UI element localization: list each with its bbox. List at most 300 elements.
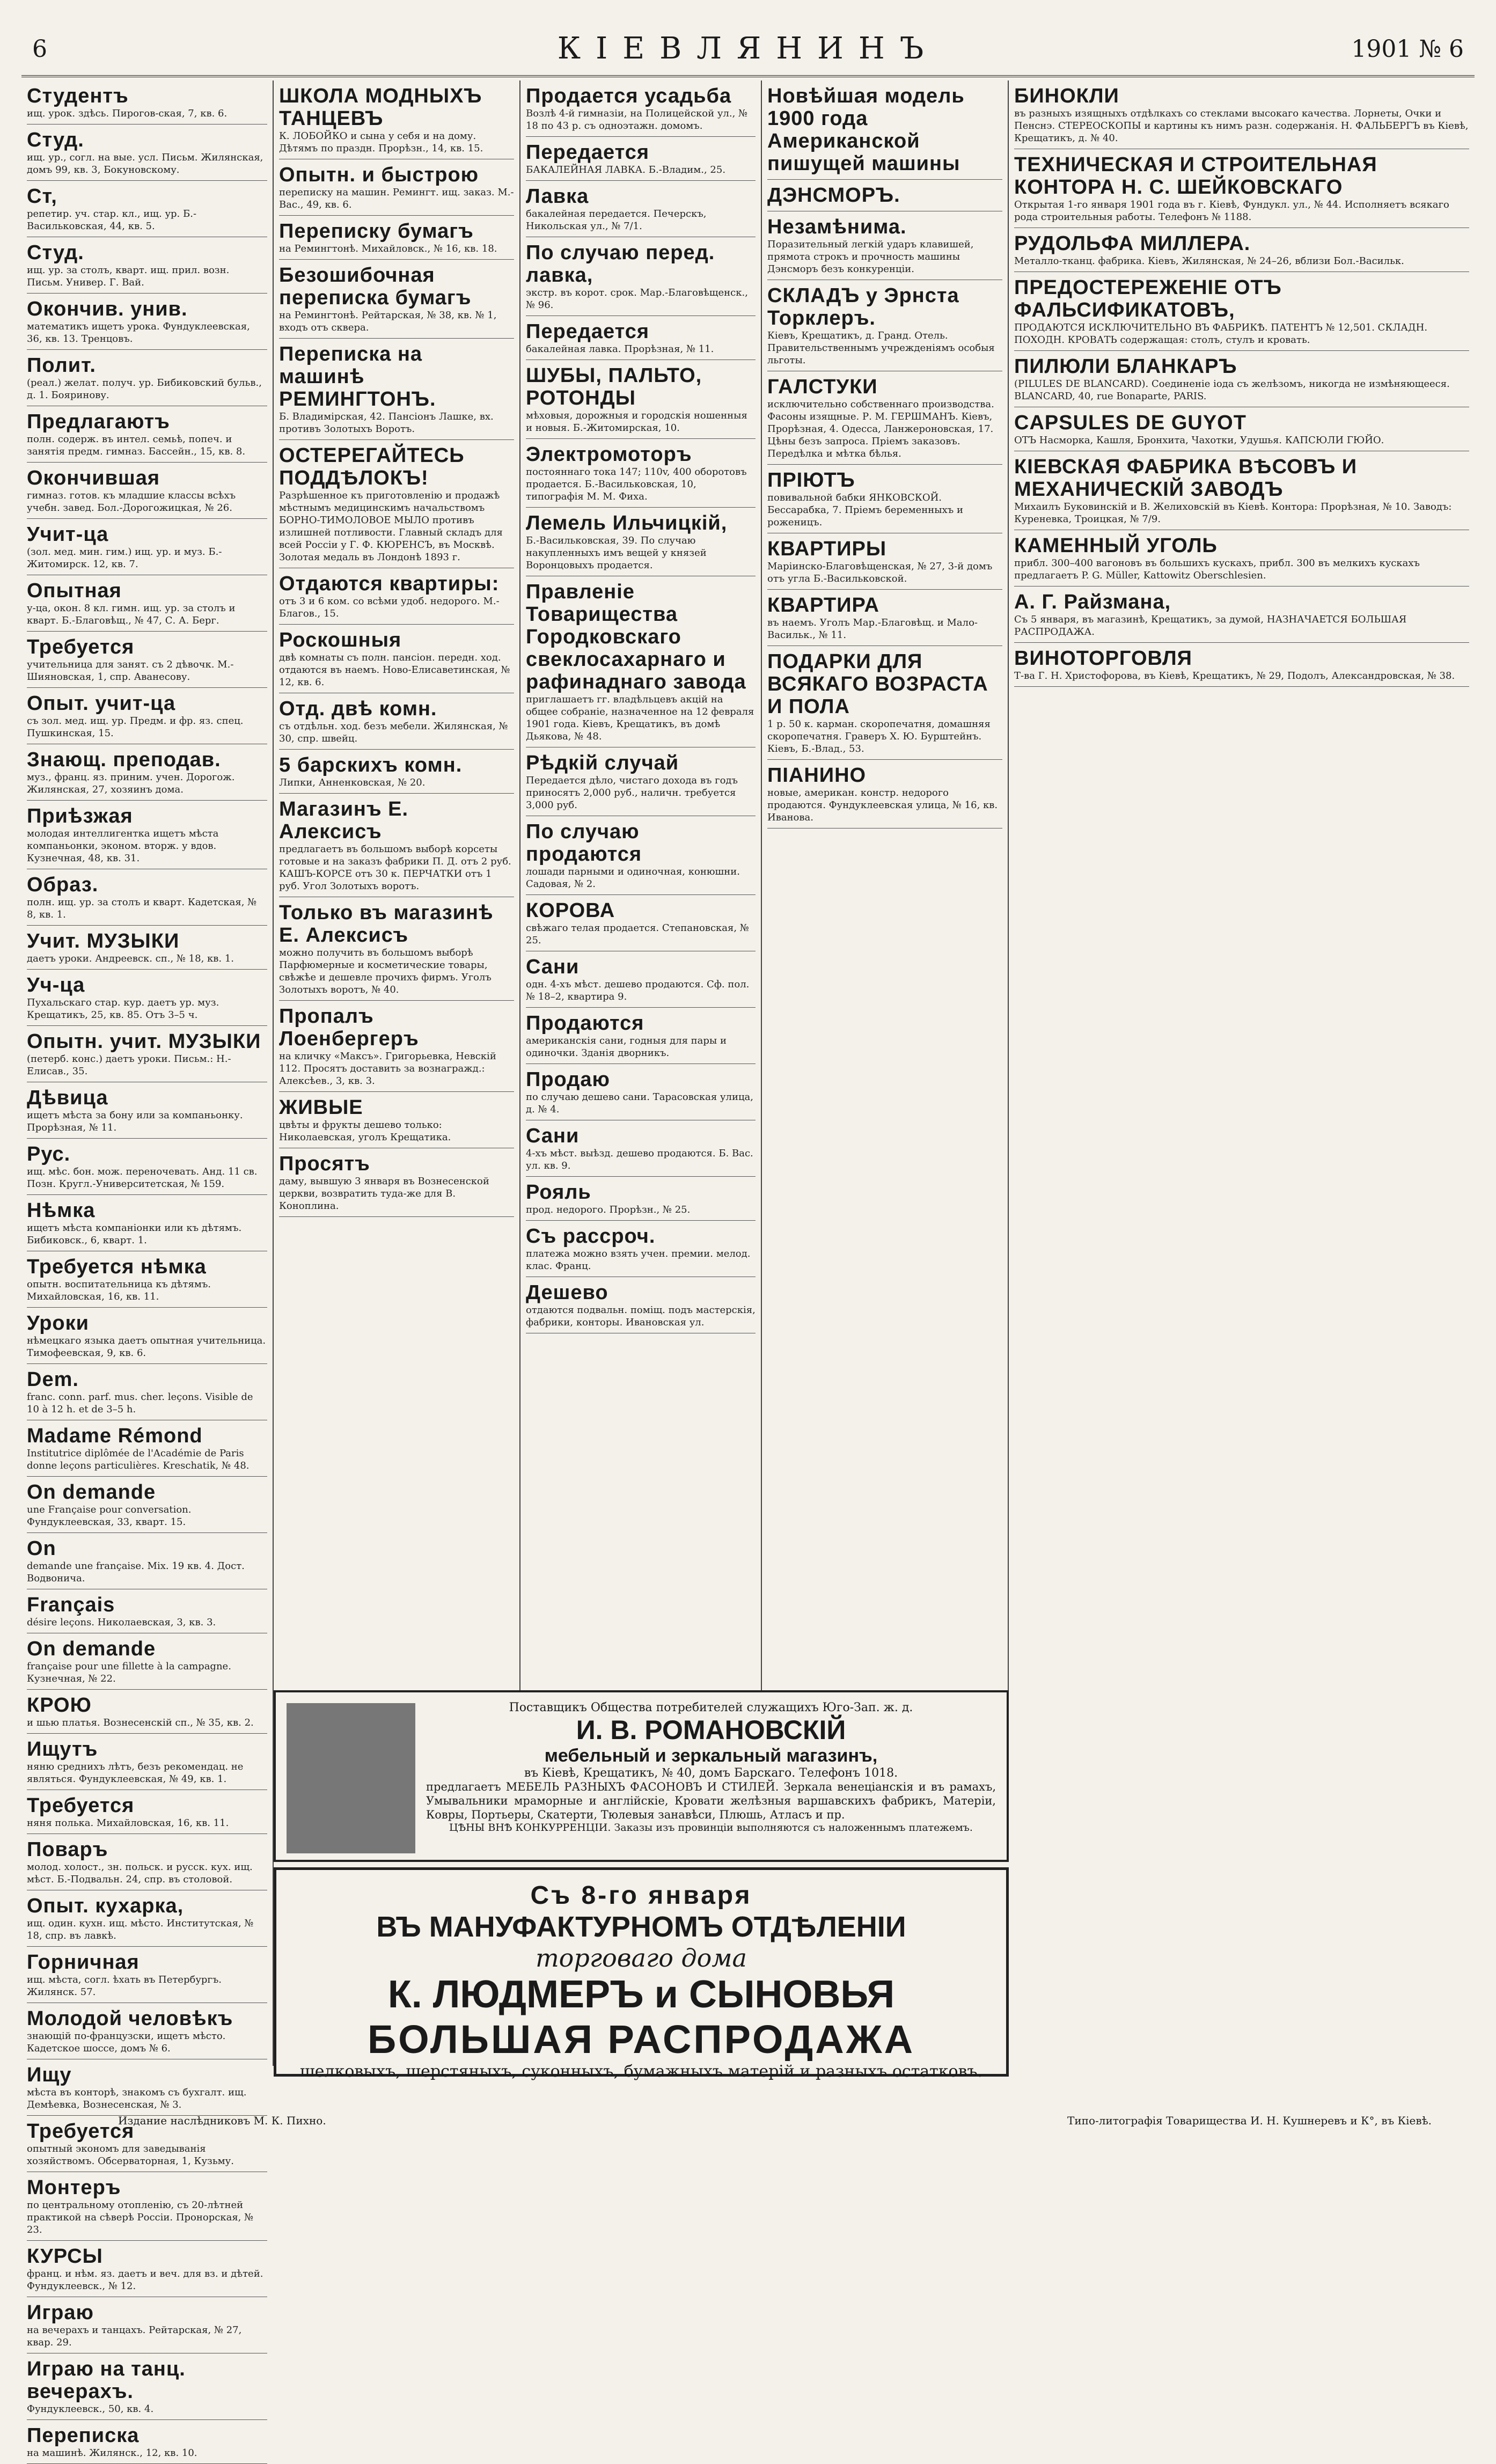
display-ad xyxy=(1014,643,1469,687)
ad-heading: ПРЕДОСТЕРЕЖЕНІЕ ОТЪ ФАЛЬСИФИКАТОВЪ, xyxy=(1014,276,1282,321)
classified-ad xyxy=(279,794,514,897)
ad-heading: Продаются xyxy=(526,1012,644,1035)
classified-ad xyxy=(27,181,267,237)
classified-ad xyxy=(526,508,756,576)
ad-body: опытный экономъ для заведыванія хозяйствомъ. Обсерваторная, 1, Кузьму. xyxy=(27,2143,234,2167)
classified-ad xyxy=(279,260,514,339)
ad-heading: Окончив. унив. xyxy=(27,298,188,320)
ad-heading: Роскошныя xyxy=(279,629,402,651)
classified-ad xyxy=(279,1092,514,1148)
classified-ad xyxy=(27,1890,267,1947)
classified-ad xyxy=(526,951,756,1008)
ad-body: Михаилъ Буковинскій и В. Желиховскій въ Кіевѣ. Контора: Прорѣзная, № 10. Заводъ: Куреневка, Троицкая, № 7/9. xyxy=(1014,501,1452,525)
classified-ad xyxy=(27,1533,267,1589)
classified-ad xyxy=(27,1690,267,1734)
classified-ad xyxy=(526,1277,756,1333)
ad-heading: Продается усадьба xyxy=(526,85,732,107)
ad-body: даму, вывшую 3 января въ Вознесенской церкви, возвратить туда-же для В. Коноплина. xyxy=(279,1176,489,1212)
ad-body: франц. и нѣм. яз. даетъ и веч. для вз. и дѣтей. Фундуклеевск., № 12. xyxy=(27,2268,263,2292)
ad-heading: Играю на танц. вечерахъ. xyxy=(27,2358,186,2403)
ad-supplier-line: Поставщикъ Общества потребителей служащихъ Юго-Зап. ж. д. xyxy=(509,1701,913,1714)
ad-body: няня полька. Михайловская, 16, кв. 11. xyxy=(27,1817,229,1829)
ad-body: ищетъ мѣста компаніонки или къ дѣтямъ. Бибиковск., 6, кварт. 1. xyxy=(27,1222,242,1246)
ad-heading: Полит. xyxy=(27,354,96,377)
ad-body: въ разныхъ изящныхъ отдѣлкахъ со стеклами высокаго качества. Лорнеты, Очки и Пенснэ. СТЕРЕОСКОПЫ и картины къ нимъ разн. содержанія. Н. ФАЛЬБЕРГЪ въ Кіевѣ, Крещатикъ, д. № 40. xyxy=(1014,108,1469,144)
classified-ad xyxy=(279,159,514,216)
classified-ad xyxy=(279,440,514,568)
classified-ad xyxy=(526,1064,756,1120)
ad-body: ищ. мѣста, согл. ѣхать въ Петербургъ. Жилянск. 57. xyxy=(27,1974,222,1998)
ad-body: приглашаетъ гг. владѣльцевъ акцій на общее собраніе, назначенное на 12 февраля 1901 года. Кіевъ, Крещатикъ, въ домѣ Дьякова, № 48. xyxy=(526,694,754,742)
classified-ad xyxy=(27,1790,267,1834)
ad-heading: Новѣйшая модель 1900 года Американской пишущей машины xyxy=(767,85,965,175)
display-ad xyxy=(1014,228,1469,272)
display-ad xyxy=(1014,407,1469,451)
classified-ad xyxy=(27,1477,267,1533)
classified-ad xyxy=(27,2297,267,2353)
ad-body: по случаю дешево сани. Тарасовская улица, д. № 4. xyxy=(526,1091,753,1115)
ad-body: можно получить въ большомъ выборѣ Парфюмерные и косметические товары, свѣжѣе и дешевле прочихъ фирмъ. Уголъ Золотыхъ воротъ, № 40. xyxy=(279,947,492,995)
ad-body: экстр. въ корот. срок. Мар.-Благовѣщенск., № 96. xyxy=(526,287,748,311)
printer-line: Типо-литографія Товарищества И. Н. Кушнеревъ и К°, въ Кіевѣ. xyxy=(1067,2114,1432,2127)
ad-heading: КВАРТИРЫ xyxy=(767,538,887,560)
ad-body: отдаются подвальн. поміщ. подъ мастерскія, фабрики, конторы. Ивановская ул. xyxy=(526,1304,756,1328)
classified-ad xyxy=(27,744,267,801)
ad-body: у-ца, окон. 8 кл. гимн. ищ. ур. за столъ и кварт. Б.-Благовѣщ., № 47, С. А. Берг. xyxy=(27,603,236,626)
ad-address: въ Кіевѣ, Крещатикъ, № 40, домъ Барскаго. Телефонъ 1018. xyxy=(524,1766,898,1780)
display-ad xyxy=(1014,80,1469,149)
classified-ad xyxy=(279,339,514,440)
classified-ad xyxy=(27,970,267,1026)
ad-body: franc. conn. parf. mus. cher. leçons. Visible de 10 à 12 h. et de 3–5 h. xyxy=(27,1391,253,1415)
display-ad xyxy=(1014,530,1469,586)
classified-ad xyxy=(27,1251,267,1308)
sale-company: К. ЛЮДМЕРЪ и СЫНОВЬЯ xyxy=(387,1973,895,2016)
ad-heading: Молодой человѣкъ xyxy=(27,2007,233,2030)
ad-heading: Уроки xyxy=(27,1312,89,1334)
ad-heading: По случаю перед. лавка, xyxy=(526,241,715,287)
ad-heading: ЖИВЫЕ xyxy=(279,1096,363,1119)
ad-heading: Опыт. кухарка, xyxy=(27,1895,184,1917)
ad-body: американскія сани, годныя для пары и одиночки. Зданія дворникъ. xyxy=(526,1035,727,1059)
classified-ad xyxy=(27,1947,267,2003)
classified-ad xyxy=(27,1633,267,1690)
ad-heading: РУДОЛЬФА МИЛЛЕРА. xyxy=(1014,232,1251,255)
ad-body: переписку на машин. Ремингт. ищ. заказ. М.-Вас., 49, кв. 6. xyxy=(279,187,514,210)
page-number: 6 xyxy=(32,35,47,63)
ad-heading: Требуется нѣмка xyxy=(27,1256,207,1278)
classified-ad xyxy=(27,688,267,744)
ad-heading: Нѣмка xyxy=(27,1199,96,1222)
ad-body: съ зол. мед. ищ. ур. Предм. и фр. яз. спец. Пушкинская, 15. xyxy=(27,715,244,739)
ad-heading: Передается xyxy=(526,320,650,343)
ad-heading: ОСТЕРЕГАЙТЕСЬ ПОДДѢЛОКЪ! xyxy=(279,444,465,489)
classified-ad xyxy=(27,350,267,406)
ad-heading: ГАЛСТУКИ xyxy=(767,376,878,398)
ad-body: Пухальскаго стар. кур. даетъ ур. муз. Крещатикъ, 25, кв. 85. Отъ 3–5 ч. xyxy=(27,997,219,1021)
classified-ad xyxy=(27,575,267,632)
ad-body: К. ЛОБОЙКО и сына у себя и на дому. Дѣтямъ по праздн. Прорѣзн., 14, кв. 15. xyxy=(279,130,483,154)
ad-heading: КОРОВА xyxy=(526,899,615,922)
ad-body: (PILULES DE BLANCARD). Соединеніе іода съ желѣзомъ, никогда не измѣняющееся. BLANCARD, 40, rue Bonaparte, PARIS. xyxy=(1014,378,1450,402)
ad-heading: Рояль xyxy=(526,1181,591,1204)
classified-ad xyxy=(526,895,756,951)
classified-ad xyxy=(27,926,267,970)
ad-body: и шью платья. Вознесенскій сп., № 35, кв. 2. xyxy=(27,1717,254,1728)
ad-heading: Dem. xyxy=(27,1368,79,1391)
ad-body: ищ. один. кухн. ищ. мѣсто. Институтская, № 18, спр. въ лавкѣ. xyxy=(27,1918,254,1941)
column-5 xyxy=(1009,80,1475,2109)
ad-body: ищетъ мѣста за бону или за компаньонку. Прорѣзная, № 11. xyxy=(27,1110,243,1133)
classified-ad xyxy=(279,216,514,260)
sale-department: ВЪ МАНУФАКТУРНОМЪ ОТДѢЛЕНІИ xyxy=(376,1911,906,1943)
display-ad xyxy=(767,211,1002,280)
ad-body: лошади парными и одиночная, конюшни. Садовая, № 2. xyxy=(526,866,740,890)
ad-body: 4-хъ мѣст. выѣзд. дешево продаются. Б. Вас. ул. кв. 9. xyxy=(526,1148,753,1171)
ad-heading: Требуется xyxy=(27,636,135,658)
ad-body: ищ. ур., согл. на вые. усл. Письм. Жилянская, домъ 99, кв. 3, Бокуновскому. xyxy=(27,152,263,175)
classified-ad xyxy=(279,897,514,1001)
ad-heading: Переписка xyxy=(27,2424,140,2447)
display-ad xyxy=(767,465,1002,533)
classified-ad xyxy=(27,1589,267,1633)
display-ad xyxy=(767,371,1002,465)
ad-heading: Только въ магазинѣ Е. Алексисъ xyxy=(279,901,494,947)
ad-footer-line: ЦѢНЫ ВНѢ КОНКУРРЕНЦІИ. Заказы изъ провинціи выполняются съ наложеннымъ платежемъ. xyxy=(449,1822,973,1834)
classified-ad xyxy=(27,1082,267,1139)
ad-heading: Сани xyxy=(526,956,580,978)
ad-heading: Дешево xyxy=(526,1281,608,1304)
ad-body: Открытая 1-го января 1901 года въ г. Кіевѣ, Фундукл. ул., № 44. Исполняетъ всякаго рода строительныя работы. Телефонъ № 1188. xyxy=(1014,199,1449,223)
ad-heading: СКЛАДЪ у Эрнста Торклеръ. xyxy=(767,284,959,329)
ad-heading: CAPSULES DE GUYOT xyxy=(1014,412,1246,434)
illustration-image xyxy=(287,1703,415,1853)
ad-heading: Продаю xyxy=(526,1068,610,1091)
column-4 xyxy=(762,80,1009,1690)
display-ad xyxy=(767,180,1002,211)
classified-ad xyxy=(27,1834,267,1890)
ad-body: знающій по-французски, ищетъ мѣсто. Кадетское шоссе, домъ № 6. xyxy=(27,2030,226,2054)
classified-ad xyxy=(27,1195,267,1251)
classified-ad xyxy=(279,750,514,794)
ad-heading: Образ. xyxy=(27,874,99,896)
ad-heading: Français xyxy=(27,1594,115,1616)
ad-body: гимназ. готов. къ младшие классы всѣхъ учебн. завед. Бол.-Дорогожицкая, № 26. xyxy=(27,490,236,514)
classified-ad xyxy=(27,2241,267,2297)
classified-ad xyxy=(526,1221,756,1277)
ad-heading: Переписка на машинѣ РЕМИНГТОНЪ. xyxy=(279,343,436,410)
classified-ad xyxy=(526,316,756,360)
classified-ad xyxy=(526,80,756,137)
newspaper-title: КІЕВЛЯНИНЪ xyxy=(557,31,939,66)
classified-ad xyxy=(27,237,267,294)
sale-house-label: торговаго дома xyxy=(536,1944,747,1972)
ad-body: молодая интеллигентка ищетъ мѣста компаньонки, эконом. вторж. у вдов. Кузнечная, 48, кв. 31. xyxy=(27,828,219,864)
ad-heading: ТЕХНИЧЕСКАЯ И СТРОИТЕЛЬНАЯ КОНТОРА Н. С. ШЕЙКОВСКАГО xyxy=(1014,153,1377,199)
sale-headline: БОЛЬШАЯ РАСПРОДАЖА xyxy=(367,2017,915,2062)
ad-body: бакалейная лавка. Прорѣзная, № 11. xyxy=(526,343,714,355)
display-ad xyxy=(767,646,1002,760)
ad-body: ищ. урок. здѣсь. Пирогов-ская, 7, кв. 6. xyxy=(27,108,228,119)
ad-heading: Ст, xyxy=(27,185,57,208)
classified-ad xyxy=(279,693,514,750)
ad-body: отъ 3 и 6 ком. со всѣми удоб. недорого. М.-Благов., 15. xyxy=(279,596,500,619)
ad-heading: Ищу xyxy=(27,2064,72,2086)
ad-body: учительница для занят. съ 2 дѣвочк. М.-Шияновская, 1, спр. Аванесову. xyxy=(27,659,234,683)
display-ad xyxy=(767,760,1002,828)
ad-heading: Электромоторъ xyxy=(526,443,692,466)
ad-body: мѣста въ конторѣ, знакомъ съ бухгалт. ищ. Демѣевка, Вознесенская, № 3. xyxy=(27,2087,247,2110)
ad-heading: КУРСЫ xyxy=(27,2245,103,2268)
ad-heading: 5 барскихъ комн. xyxy=(279,754,463,776)
ad-body: Маріинско-Благовѣщенская, № 27, 3-й домъ отъ угла Б.-Васильковской. xyxy=(767,561,993,584)
ad-heading: Приѣзжая xyxy=(27,805,133,827)
classified-ad xyxy=(526,816,756,895)
classified-ad xyxy=(27,2172,267,2241)
ad-heading: По случаю продаются xyxy=(526,820,642,866)
ad-body: молод. холост., зн. польск. и русск. кух. ищ. мѣст. Б.-Подвальн. 24, спр. въ столовой. xyxy=(27,1861,253,1885)
ad-heading: Сани xyxy=(526,1125,580,1147)
ad-heading: Уч-ца xyxy=(27,974,85,996)
classified-ad xyxy=(279,80,514,159)
ad-heading: Горничная xyxy=(27,1951,140,1974)
classified-ad xyxy=(526,237,756,316)
display-ad xyxy=(767,80,1002,180)
ad-heading: Madame Rémond xyxy=(27,1425,203,1447)
ad-heading: Окончившая xyxy=(27,467,160,489)
classified-ad xyxy=(526,439,756,508)
classified-ad xyxy=(526,1120,756,1177)
ad-body: постояннаго тока 147; 110v, 400 оборотовъ продается. Б.-Васильковская, 10, типографія М. М. Фиха. xyxy=(526,466,747,502)
ad-heading: ДЭНСМОРЪ. xyxy=(767,184,900,207)
ad-body: Поразительный легкій ударъ клавишей, прямота строкъ и прочность машины Дэнсморъ безъ конкуренціи. xyxy=(767,239,974,275)
sale-date: Съ 8-го января xyxy=(530,1881,752,1910)
ad-body: двѣ комнаты съ полн. пансіон. передн. ход. отдаются въ наемъ. Ново-Елисаветинская, № 12, кв. 6. xyxy=(279,652,510,688)
ad-heading: Отд. двѣ комн. xyxy=(279,698,437,720)
classified-ad xyxy=(27,869,267,926)
ad-heading: Играю xyxy=(27,2301,94,2324)
ad-body: Съ 5 января, въ магазинѣ, Крещатикъ, за думой, НАЗНАЧАЕТСЯ БОЛЬШАЯ РАСПРОДАЖА. xyxy=(1014,614,1407,637)
ad-heading: Поваръ xyxy=(27,1838,108,1861)
ad-body: даетъ уроки. Андреевск. сп., № 18, кв. 1. xyxy=(27,953,234,964)
ad-body: свѣжаго телая продается. Степановская, № 25. xyxy=(526,922,749,946)
ad-heading: Опытная xyxy=(27,580,122,602)
ad-heading: Лавка xyxy=(526,185,589,208)
ad-body: ищ. ур. за столъ, кварт. ищ. прил. возн. Письм. Универ. Г. Вай. xyxy=(27,265,230,288)
ad-heading: Дѣвица xyxy=(27,1087,108,1109)
classified-ad xyxy=(279,568,514,625)
classified-ad xyxy=(27,1026,267,1082)
ad-body: съ отдѣльн. ход. безъ мебели. Жилянская, № 30, спр. швейц. xyxy=(279,721,508,744)
classified-ad xyxy=(27,801,267,869)
ad-heading: On demande xyxy=(27,1481,156,1504)
ad-body: предлагаетъ въ большомъ выборѣ корсеты готовые и на заказъ фабрики П. Д. отъ 2 руб. КАШЪ-КОРСЕ отъ 30 к. ПЕРЧАТКИ отъ 1 руб. Угол Золотыхъ воротъ. xyxy=(279,844,511,892)
ad-subtitle: мебельный и зеркальный магазинъ, xyxy=(544,1746,878,1766)
publisher-line: Издание наслѣдниковъ М. К. Пихно. xyxy=(118,2114,326,2127)
ad-body: Institutrice diplômée de l'Académie de Paris donne leçons particulières. Kreschatik, № 48. xyxy=(27,1448,250,1471)
display-ad xyxy=(1014,149,1469,228)
ad-heading: КІЕВСКАЯ ФАБРИКА ВѢСОВЪ И МЕХАНИЧЕСКІЙ ЗАВОДЪ xyxy=(1014,456,1358,501)
ad-heading: ПИЛЮЛИ БЛАНКАРЪ xyxy=(1014,355,1237,378)
ad-company-name: И. В. РОМАНОВСКІЙ xyxy=(576,1715,846,1745)
ad-body: 1 р. 50 к. карман. скоропечатня, домашняя скоропечатня. Граверъ Х. Ю. Бурштейнъ. Кіевъ, Б.-Влад., 53. xyxy=(767,718,991,754)
ad-heading: А. Г. Райзмана, xyxy=(1014,591,1171,613)
ad-heading: Предлагаютъ xyxy=(27,410,170,433)
classified-ad xyxy=(526,1177,756,1221)
ad-heading: Рус. xyxy=(27,1143,71,1165)
ad-body: БАКАЛЕЙНАЯ ЛАВКА. Б.-Владим., 25. xyxy=(526,164,726,175)
ad-heading: Требуется xyxy=(27,2120,135,2143)
ad-body: ОТЪ Насморка, Кашля, Бронхита, Чахотки, Удушья. КАПСЮЛИ ГЮЙО. xyxy=(1014,435,1384,446)
ad-body: (зол. мед. мин. гим.) ищ. ур. и муз. Б.-Житомирск. 12, кв. 7. xyxy=(27,546,222,570)
ad-heading: Монтеръ xyxy=(27,2176,121,2199)
classified-ad xyxy=(27,1734,267,1790)
classified-ad xyxy=(27,632,267,688)
display-ad xyxy=(1014,272,1469,351)
classified-ad xyxy=(526,360,756,439)
ad-body: на вечерахъ и танцахъ. Рейтарская, № 27, квар. 29. xyxy=(27,2324,242,2348)
ad-heading: Опыт. учит-ца xyxy=(27,692,176,715)
classified-ad xyxy=(27,1139,267,1195)
ad-body: нѣмецкаго языка даетъ опытная учительница. Тимофеевская, 9, кв. 6. xyxy=(27,1335,266,1359)
classified-ad xyxy=(27,2059,267,2116)
ad-body: новые, американ. констр. недорого продаются. Фундуклеевская улица, № 16, кв. Иванова. xyxy=(767,787,998,823)
ad-heading: Отдаются квартиры: xyxy=(279,573,500,595)
ad-heading: БИНОКЛИ xyxy=(1014,85,1119,107)
ad-heading: Учит-ца xyxy=(27,523,109,546)
column-2 xyxy=(274,80,520,1690)
ad-heading: КВАРТИРА xyxy=(767,594,880,617)
ad-heading: Переписку бумагъ xyxy=(279,220,474,243)
ad-body: Передается дѣло, чистаго дохода въ годъ приносятъ 2,000 руб., наличн. требуется 3,000 руб. xyxy=(526,775,738,811)
ad-body: Б. Владимірская, 42. Пансіонъ Лашке, вх. противъ Золотыхъ Воротъ. xyxy=(279,411,494,435)
ad-body: Липки, Анненковская, № 20. xyxy=(279,777,426,788)
classified-ad xyxy=(279,625,514,693)
ad-body: мѣховыя, дорожныя и городскія ношенныя и новыя. Б.-Житомирская, 10. xyxy=(526,410,747,434)
ad-body: прод. недорого. Прорѣзн., № 25. xyxy=(526,1204,691,1215)
classified-ad xyxy=(27,294,267,350)
ad-body: ищ. мѣс. бон. мож. переночевать. Анд. 11 св. Позн. Кругл.-Университетская, № 159. xyxy=(27,1166,258,1190)
page-footer xyxy=(21,2114,1475,2130)
ad-body: Фундуклеевск., 50, кв. 4. xyxy=(27,2403,154,2415)
ad-heading: Съ рассроч. xyxy=(526,1225,656,1248)
ad-heading: Учит. МУЗЫКИ xyxy=(27,930,180,952)
ad-body: исключительно собственнаго производства. Фасоны изящные. Р. М. ГЕРШМАНЪ. Кіевъ, Прорѣзная, 4. Одесса, Ланжероновская, 17. Цѣны безъ запроса. Пріемъ заказовъ. Передѣлка и мѣтка бѣлья. xyxy=(767,399,994,459)
classified-ad xyxy=(27,2420,267,2464)
ad-heading: КАМЕННЫЙ УГОЛЬ xyxy=(1014,534,1218,557)
newspaper-page xyxy=(21,21,1475,2459)
ad-body: математикъ ищетъ урока. Фундуклеевская, 36, кв. 13. Тренцовъ. xyxy=(27,321,250,344)
ad-heading: Рѣдкій случай xyxy=(526,752,679,774)
ad-heading: Ищутъ xyxy=(27,1738,98,1761)
ad-heading: Незамѣнима. xyxy=(767,216,907,238)
ad-body: Кіевъ, Крещатикъ, д. Гранд. Отель. Правительственнымъ учрежденіямъ особыя льготы. xyxy=(767,330,995,366)
ad-heading: Безошибочная переписка бумагъ xyxy=(279,264,472,309)
ad-body: (петерб. конс.) даетъ уроки. Письм.: Н.-Елисав., 35. xyxy=(27,1053,231,1077)
classified-ad xyxy=(27,1308,267,1364)
ad-offers: предлагаетъ МЕБЕЛЬ РАЗНЫХЪ ФАСОНОВЪ И СТИЛЕЙ. Зеркала венеціанскія и въ рамахъ, Умывальники мраморные и англійскіе, Кровати желѣзныя варшавскихъ фабрикъ, Матеріи, Ковры, Портьеры, Скатерти, Тюлевыя занавѣси, Плюшь, Атласъ и пр. xyxy=(426,1780,996,1821)
ad-body: опытн. воспитательница къ дѣтямъ. Михайловская, 16, кв. 11. xyxy=(27,1279,211,1302)
ad-heading: On xyxy=(27,1537,56,1560)
classified-ad xyxy=(27,1364,267,1420)
ad-body: на Ремингтонѣ. Михайловск., № 16, кв. 18. xyxy=(279,243,497,254)
ad-body: на кличку «Максъ». Григорьевка, Невскій 112. Просятъ доставить за вознагражд.: Алексѣев., 3, кв. 3. xyxy=(279,1051,496,1087)
ad-body: française pour une fillette à la campagne. Кузнечная, № 22. xyxy=(27,1661,231,1684)
ad-body: (реал.) желат. получ. ур. Бибиковский бульв., д. 1. Бояринову. xyxy=(27,377,262,401)
classified-ad xyxy=(27,80,267,124)
column-3 xyxy=(520,80,762,1690)
classified-ad xyxy=(526,576,756,747)
ad-body: Т-ва Г. Н. Христофорова, въ Кіевѣ, Крещатикъ, № 29, Подолъ, Александровская, № 38. xyxy=(1014,670,1455,681)
ad-body: Металло-тканц. фабрика. Кіевъ, Жилянская, № 24–26, вблизи Бол.-Васильк. xyxy=(1014,255,1404,267)
romanovsky-furniture-ad xyxy=(274,1690,1009,1862)
ad-body: une Française pour conversation. Фундуклеевская, 33, кварт. 15. xyxy=(27,1504,192,1528)
ad-body: на машинѣ. Жилянск., 12, кв. 10. xyxy=(27,2447,197,2459)
ad-body: полн. содерж. въ интел. семьѣ, попеч. и занятія предм. гимназ. Бассейн., 15, кв. 8. xyxy=(27,434,246,457)
ad-heading: Пропалъ Лоенбергеръ xyxy=(279,1005,419,1050)
ad-heading: Студ. xyxy=(27,129,84,151)
ad-heading: Знающ. преподав. xyxy=(27,749,221,771)
classified-ad xyxy=(526,137,756,181)
ad-body: Разрѣшенное къ приготовленію и продажѣ мѣстнымъ медицинскимъ начальствомъ БОРНО-ТИМОЛОВОЕ МЫЛО противъ излишней потливости. Главный складъ для всей Россіи у Г. Ф. КЮРЕНСЪ, въ Москвѣ. Золотая медаль въ Лондонѣ 1893 г. xyxy=(279,490,503,563)
display-ad xyxy=(767,533,1002,590)
ad-heading: Лемель Ильчицкій, xyxy=(526,512,728,534)
ad-body: Возлѣ 4-й гимназіи, на Полицейской ул., № 18 по 43 р. съ одноэтажн. домомъ. xyxy=(526,108,748,131)
ad-heading: ПРІЮТЪ xyxy=(767,469,855,492)
ad-heading: Студ. xyxy=(27,241,84,264)
issue-number: 1901 № 6 xyxy=(1351,35,1464,63)
ad-body: няню среднихъ лѣтъ, безъ рекомендац. не являться. Фундуклеевская, № 49, кв. 1. xyxy=(27,1761,244,1785)
ad-heading: Опытн. учит. МУЗЫКИ xyxy=(27,1030,261,1053)
classified-ad xyxy=(27,406,267,463)
ad-heading: Опытн. и быстрою xyxy=(279,164,479,186)
ad-body: одн. 4-хъ мѣст. дешево продаются. Сф. пол. № 18–2, квартира 9. xyxy=(526,979,750,1002)
ad-body: муз., франц. яз. приним. учен. Дорогож. Жилянская, 27, хозяинъ дома. xyxy=(27,772,235,795)
classified-ad xyxy=(279,1001,514,1092)
display-ad xyxy=(767,280,1002,371)
ad-heading: ПІАНИНО xyxy=(767,764,867,787)
ad-heading: Магазинъ Е. Алексисъ xyxy=(279,798,409,843)
ad-heading: On demande xyxy=(27,1638,156,1660)
ad-heading: Студентъ xyxy=(27,85,129,107)
ad-body: прибл. 300–400 вагоновъ въ большихъ кускахъ, прибл. 300 въ мелкихъ кускахъ предлагаетъ P. G. Müller, Kattowitz Oberschlesien. xyxy=(1014,558,1420,581)
display-ad xyxy=(767,590,1002,646)
ad-body: Б.-Васильковская, 39. По случаю накупленныхъ имъ вещей у князей Воронцовыхъ продается. xyxy=(526,535,707,571)
ad-body: désire leçons. Николаевская, 3, кв. 3. xyxy=(27,1617,216,1628)
ad-body: на Ремингтонѣ. Рейтарская, № 38, кв. № 1, входъ отъ сквера. xyxy=(279,310,497,333)
ad-body: повивальной бабки ЯНКОВСКОЙ. Бессарабка, 7. Пріемъ беременныхъ и роженицъ. xyxy=(767,492,963,528)
classified-ad xyxy=(27,2003,267,2059)
classified-ad xyxy=(526,181,756,237)
sale-goods: шелковыхъ, шерстяныхъ, суконныхъ, бумажныхъ матерій и разныхъ остатковъ. xyxy=(299,2062,983,2081)
ad-body: цвѣты и фрукты дешево только: Николаевская, уголъ Крещатика. xyxy=(279,1119,451,1143)
ad-body: въ наемъ. Уголъ Мар.-Благовѣщ. и Мало-Васильк., № 11. xyxy=(767,617,978,641)
ad-body: по центральному отопленію, съ 20-лѣтней практикой на сѣверѣ Россіи. Пронорская, № 23. xyxy=(27,2199,254,2235)
classified-ad xyxy=(27,519,267,575)
classified-ad xyxy=(27,2353,267,2420)
ad-body: бакалейная передается. Печерскъ, Никольская ул., № 7/1. xyxy=(526,208,707,232)
ad-heading: Просятъ xyxy=(279,1153,370,1175)
lyudmer-sale-ad xyxy=(274,1867,1009,2081)
ad-heading: Требуется xyxy=(27,1794,135,1817)
ad-heading: ПОДАРКИ ДЛЯ ВСЯКАГО ВОЗРАСТА И ПОЛА xyxy=(767,650,988,718)
ad-body: ПРОДАЮТСЯ ИСКЛЮЧИТЕЛЬНО ВЪ ФАБРИКѢ. ПАТЕНТЪ № 12,501. СКЛАДН. ПОХОДН. КРОВАТЬ содержащая: столъ, стулъ и кровать. xyxy=(1014,322,1428,346)
classified-ad xyxy=(526,747,756,816)
display-ad xyxy=(1014,586,1469,643)
ad-body: платежа можно взять учен. премии. мелод. клас. Франц. xyxy=(526,1248,751,1272)
display-ad xyxy=(1014,451,1469,530)
ad-body: полн. ищ. ур. за столъ и кварт. Кадетская, № 8, кв. 1. xyxy=(27,897,257,920)
